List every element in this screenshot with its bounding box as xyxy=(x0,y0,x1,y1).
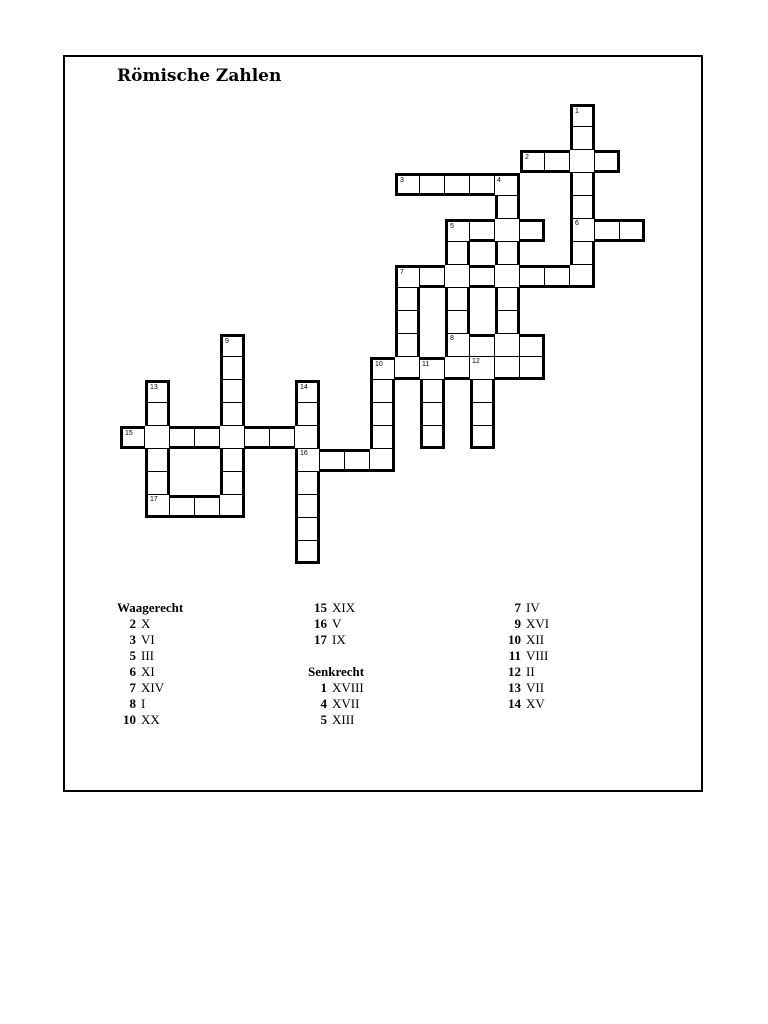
grid-number: 10 xyxy=(375,361,383,368)
grid-cell xyxy=(570,242,595,265)
grid-cell xyxy=(570,265,595,288)
grid-cell xyxy=(395,265,420,288)
grid-cell xyxy=(545,150,570,173)
grid-cell xyxy=(520,219,545,242)
grid-cell xyxy=(145,426,170,449)
grid-number: 16 xyxy=(300,450,308,457)
grid-cell xyxy=(445,311,470,334)
grid-number: 1 xyxy=(575,108,579,115)
grid-cell xyxy=(420,380,445,403)
grid-cell xyxy=(220,334,245,357)
grid-cell xyxy=(445,265,470,288)
grid-cell xyxy=(495,242,520,265)
grid-cell xyxy=(220,380,245,403)
grid-cell xyxy=(570,127,595,150)
grid-number: 8 xyxy=(450,335,454,342)
grid-cell xyxy=(395,288,420,311)
grid-cell xyxy=(295,541,320,564)
clue-item: 5 III xyxy=(129,648,154,663)
grid-number: 12 xyxy=(472,358,480,365)
grid-cell xyxy=(220,472,245,495)
grid-cell xyxy=(420,173,445,196)
grid-cell xyxy=(220,426,245,449)
grid-cell xyxy=(470,357,495,380)
grid-cell xyxy=(570,173,595,196)
grid-cell xyxy=(620,219,645,242)
grid-cell xyxy=(220,357,245,380)
grid-cell xyxy=(470,265,495,288)
grid-number: 14 xyxy=(300,384,308,391)
clue-item: 5 XIII xyxy=(320,712,355,727)
grid-cell xyxy=(220,449,245,472)
clue-item: 2 X xyxy=(129,616,151,631)
grid-cell xyxy=(420,265,445,288)
grid-cell xyxy=(470,173,495,196)
grid-cell xyxy=(445,173,470,196)
grid-cell xyxy=(470,403,495,426)
grid-cell xyxy=(295,472,320,495)
grid-cell xyxy=(245,426,270,449)
grid-number: 13 xyxy=(150,384,158,391)
grid-cell xyxy=(145,495,170,518)
grid-cell xyxy=(470,334,495,357)
page-title: Römische Zahlen xyxy=(117,66,282,86)
grid-cell xyxy=(195,426,220,449)
grid-cell xyxy=(345,449,370,472)
grid-cell xyxy=(445,357,470,380)
grid-cell xyxy=(395,334,420,357)
grid-cell xyxy=(495,173,520,196)
grid-cell xyxy=(495,311,520,334)
grid-cell xyxy=(195,495,220,518)
grid-cell xyxy=(495,196,520,219)
grid-number: 5 xyxy=(450,223,454,230)
grid-cell xyxy=(570,196,595,219)
grid-number: 6 xyxy=(575,220,579,227)
grid-cell xyxy=(420,357,445,380)
grid-cell xyxy=(495,357,520,380)
grid-cell xyxy=(570,150,595,173)
grid-cell xyxy=(445,242,470,265)
grid-cell xyxy=(520,357,545,380)
clue-item: 12 II xyxy=(508,664,535,679)
grid-cell xyxy=(445,288,470,311)
clue-item: 1 XVIII xyxy=(320,680,364,695)
grid-cell xyxy=(295,495,320,518)
grid-cell xyxy=(520,334,545,357)
grid-cell xyxy=(495,334,520,357)
grid-cell xyxy=(520,150,545,173)
grid-cell xyxy=(470,426,495,449)
clue-item: 9 XVI xyxy=(514,616,550,631)
clues-column-2 xyxy=(308,600,364,728)
grid-cell xyxy=(595,150,620,173)
clue-item: 14 XV xyxy=(508,696,545,711)
grid-number: 3 xyxy=(400,177,404,184)
grid-cell xyxy=(395,357,420,380)
grid-number: 7 xyxy=(400,269,404,276)
clue-item: 7 XIV xyxy=(129,680,165,695)
clue-item: 10 XII xyxy=(508,632,545,647)
grid-cell xyxy=(270,426,295,449)
grid-cell xyxy=(495,219,520,242)
grid-number: 2 xyxy=(525,154,529,161)
grid-number: 15 xyxy=(125,430,133,437)
grid-cell xyxy=(170,426,195,449)
grid-cell xyxy=(295,426,320,449)
grid-cell xyxy=(320,449,345,472)
grid-number: 9 xyxy=(225,338,229,345)
grid-cell xyxy=(295,403,320,426)
grid-cell xyxy=(145,380,170,403)
clue-item: 17 IX xyxy=(314,632,346,647)
clue-item: 8 I xyxy=(129,696,146,711)
grid-cell xyxy=(445,334,470,357)
clue-item: 13 VII xyxy=(508,680,545,695)
grid-cell xyxy=(370,426,395,449)
grid-cell xyxy=(145,449,170,472)
grid-cell xyxy=(445,219,470,242)
clues-column-1 xyxy=(117,600,183,728)
clue-item: 6 XI xyxy=(129,664,155,679)
grid-cell xyxy=(495,288,520,311)
horizontal-heading: Waagerecht xyxy=(117,600,184,615)
grid-cell xyxy=(120,426,145,449)
grid-number: 17 xyxy=(150,496,158,503)
clue-item: 3 VI xyxy=(129,632,155,647)
grid-cell xyxy=(370,380,395,403)
grid-cell xyxy=(395,173,420,196)
grid-cell xyxy=(495,265,520,288)
clue-item: 10 XX xyxy=(123,712,160,727)
grid-cell xyxy=(220,495,245,518)
clue-item: 15 XIX xyxy=(314,600,356,615)
grid-cell xyxy=(295,449,320,472)
clue-item: 4 XVII xyxy=(320,696,360,711)
grid-cell xyxy=(395,311,420,334)
grid-cell xyxy=(420,426,445,449)
grid-cell xyxy=(570,104,595,127)
clue-item: 16 V xyxy=(314,616,342,631)
grid-cell xyxy=(470,219,495,242)
grid-cell xyxy=(520,265,545,288)
grid-cell xyxy=(295,380,320,403)
clue-item: 7 IV xyxy=(514,600,540,615)
grid-cell xyxy=(570,219,595,242)
clue-item: 11 VIII xyxy=(508,648,549,663)
grid-cell xyxy=(370,403,395,426)
vertical-heading: Senkrecht xyxy=(308,664,365,679)
grid-cell xyxy=(420,403,445,426)
grid-cell xyxy=(145,403,170,426)
grid-cell xyxy=(145,472,170,495)
grid-cell xyxy=(545,265,570,288)
grid-cell xyxy=(595,219,620,242)
grid-number: 4 xyxy=(497,177,501,184)
grid-cell xyxy=(470,380,495,403)
grid-cell xyxy=(370,449,395,472)
grid-number: 11 xyxy=(422,361,430,368)
clues-column-3 xyxy=(502,600,549,712)
grid-cell xyxy=(220,403,245,426)
grid-cell xyxy=(170,495,195,518)
grid-cell xyxy=(370,357,395,380)
grid-cell xyxy=(295,518,320,541)
